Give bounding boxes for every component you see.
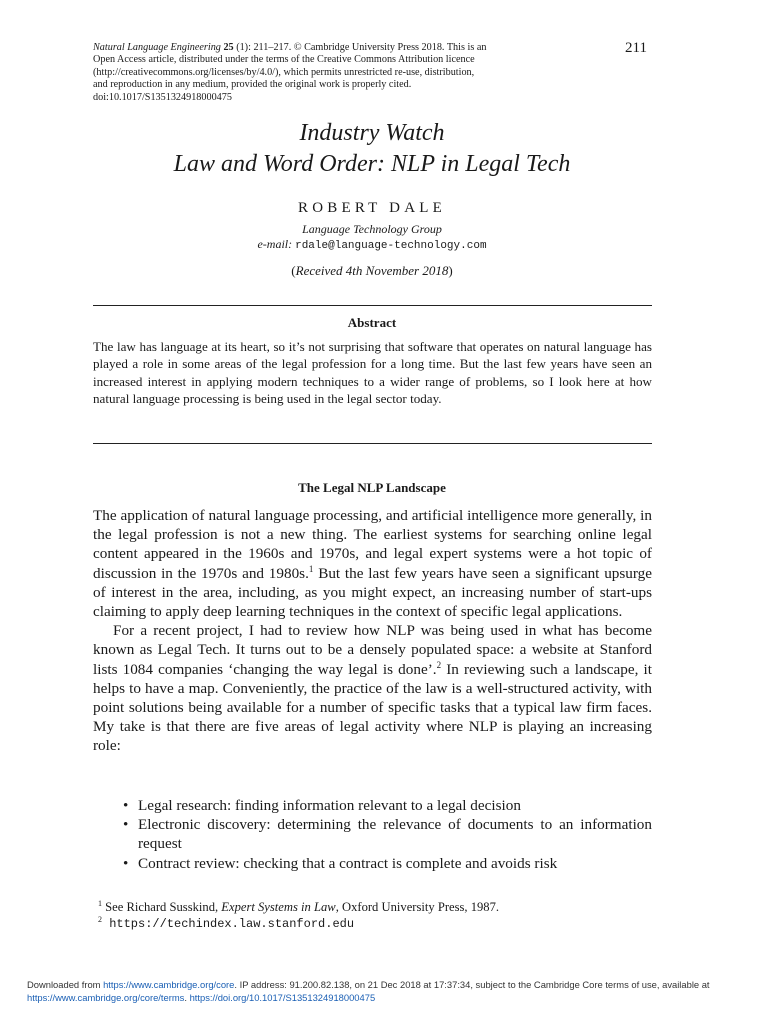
bullet-icon: •: [123, 816, 129, 834]
license-line-4: and reproduction in any medium, provided the original work is properly cited.: [93, 79, 412, 91]
copyright-line: © Cambridge University Press 2018. This is an: [291, 42, 487, 53]
paragraph-2: For a recent project, I had to review how NLP was being used in what has become known as Legal Tech. It turns out to be a densely populated space: a website at Stanford lists 1084 companies ‘changing the way legal is done’.$^2$ In reviewing such a landscape, it helps to have a map. Conveniently, the practice of the law is a well-structured activity, with point solutions being available for a number of specific tasks that a typical law firm faces. My take is that there are five areas of legal activity where NLP is playing an increasing role:: [93, 622, 652, 755]
legal-areas-list: [120, 796, 652, 873]
doi-line: doi:10.1017/S1351324918000475: [93, 91, 232, 103]
license-line-3: (http://creativecommons.org/licenses/by/4.0/), which permits unrestricted re-use, distribution,: [93, 66, 475, 78]
bullet-icon: •: [123, 797, 129, 814]
bullet-icon: •: [123, 854, 129, 872]
title-line-1: Industry Watch: [299, 120, 445, 146]
author-email[interactable]: rdale@language-technology.com: [295, 240, 487, 252]
journal-volume: 25: [223, 42, 234, 53]
page-number: 211: [625, 40, 647, 56]
author-email-line: [0, 237, 744, 252]
title-line-2: Law and Word Order: NLP in Legal Tech: [173, 151, 571, 177]
section-heading: The Legal NLP Landscape: [298, 480, 446, 495]
download-notice: Downloaded from https://www.cambridge.org/core. IP address: 91.200.82.138, on 21 Dec 2018 at 17:37:34, subject to the Cambridge Core terms of use, available at https://www.cambridge.org/core/terms. https://doi.org/10.1017/S1351324918000475: [27, 979, 710, 1003]
author-affiliation: Language Technology Group: [302, 222, 442, 236]
abstract-bottom-rule: [93, 443, 652, 444]
core-terms-link[interactable]: https://www.cambridge.org/core/terms: [27, 992, 185, 1003]
abstract-text: The law has language at its heart, so it’s not surprising that software that operates on natural language has played a role in some areas of the legal profession for a long time. But the last few years have seen an increased interest in applying modern techniques to a wider range of problems, so I look here at how natural language processing is being used in the legal sector today.: [93, 339, 652, 407]
cambridge-core-link[interactable]: https://www.cambridge.org/core: [103, 979, 235, 990]
footnote-1: $^1$ See Richard Susskind, Expert Systems in Law, Oxford University Press, 1987.: [98, 899, 500, 914]
license-line-2: Open Access article, distributed under the terms of the Creative Commons Attribution licence: [93, 54, 475, 66]
email-label: e-mail:: [257, 237, 296, 251]
abstract-top-rule: [93, 305, 652, 306]
list-item: • Contract review: checking that a contract is complete and avoids risk: [123, 854, 558, 872]
list-item: • Electronic discovery: determining the relevance of documents to an information request: [123, 816, 652, 853]
footnote-ref-1[interactable]: 1: [308, 563, 314, 574]
author-name: ROBERT DALE: [298, 200, 446, 216]
list-item: • Legal research: finding information relevant to a legal decision: [123, 797, 521, 814]
doi-link[interactable]: https://doi.org/10.1017/S1351324918000475: [189, 992, 376, 1003]
abstract-heading: Abstract: [347, 315, 397, 330]
footnote-ref-2[interactable]: 2: [436, 659, 442, 670]
body-paragraphs: [93, 506, 652, 756]
stanford-techindex-link[interactable]: https://techindex.law.stanford.edu: [102, 916, 355, 931]
footnote-2: $^2$ https://techindex.law.stanford.edu: [98, 914, 355, 931]
paragraph-1: The application of natural language processing, and artificial intelligence more generally, in the legal profession is not a new thing. The earliest systems for searching online legal content appeared in the 1960s and 1970s, and legal expert systems were a hot topic of discussion in the 1970s and 1980s.$^1$ But the last few years have seen a significant upsurge of interest in the area, including, as you might expect, an increasing number of start-ups claiming to apply deep learning techniques in the context of specific legal applications.: [93, 507, 653, 621]
journal-issue-pages: (1): 211–217.: [233, 42, 292, 53]
received-date: (Received 4th November 2018): [291, 263, 453, 278]
footnotes: [98, 900, 499, 932]
received-text: Received 4th November 2018: [295, 263, 449, 278]
journal-name: Natural Language Engineering: [93, 42, 221, 53]
journal-header: [93, 42, 563, 104]
